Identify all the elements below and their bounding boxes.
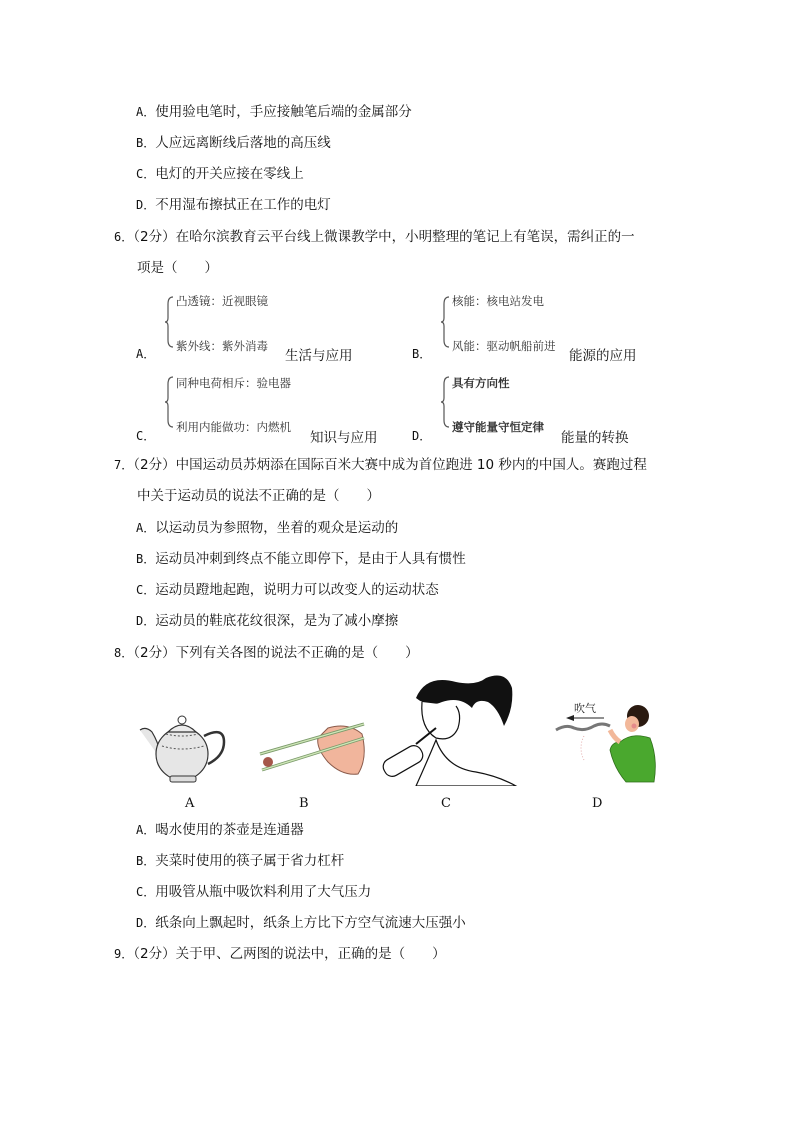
q5-option-c — [136, 166, 304, 182]
option-text: 用吸管从瓶中吸饮料利用了大气压力 — [155, 884, 372, 900]
question-stem: 关于甲、乙两图的说法中，正确的是（ ） — [175, 946, 446, 962]
option-text: 夹菜时使用的筷子属于省力杠杆 — [155, 853, 345, 869]
q5-option-d — [136, 197, 331, 213]
q7-stem-line2: 中关于运动员的说法不正确的是（ ） — [137, 488, 380, 504]
q8-option-d — [136, 915, 466, 931]
bracket-top-text: 凸透镜：近视眼镜 — [176, 294, 268, 308]
option-letter: B． — [136, 552, 156, 566]
q7-option-c — [136, 582, 439, 598]
option-letter: B． — [136, 854, 156, 868]
q8-stem — [114, 645, 419, 661]
option-text: 不用湿布擦拭正在工作的电灯 — [155, 197, 331, 213]
bracket-bottom-text: 遵守能量守恒定律 — [452, 420, 544, 434]
question-score: （2分） — [133, 457, 176, 473]
question-number: 9． — [114, 947, 134, 961]
option-letter: B． — [136, 136, 156, 150]
option-letter: A． — [136, 105, 156, 119]
teapot-icon — [138, 712, 230, 784]
question-stem: 在哈尔滨教育云平台线上微课教学中，小明整理的笔记上有笔误，需纠正的一 — [175, 229, 635, 245]
question-stem: 中国运动员苏炳添在国际百米大赛中成为首位跑进 10 秒内的中国人。赛跑过程 — [175, 457, 647, 473]
option-text: 喝水使用的茶壶是连通器 — [155, 822, 304, 838]
q6-option-d — [412, 372, 672, 444]
option-text: 运动员的鞋底花纹很深，是为了减小摩擦 — [155, 613, 399, 629]
q6-stem-line1 — [114, 229, 635, 245]
option-letter: C． — [136, 429, 156, 443]
option-letter: C． — [136, 167, 156, 181]
question-number: 7． — [114, 458, 134, 472]
figure-label-c: C — [441, 796, 451, 811]
question-stem: 下列有关各图的说法不正确的是（ ） — [175, 645, 419, 661]
boy-blowing-paper-icon — [554, 698, 664, 784]
q6-option-b — [412, 290, 672, 362]
bracket-top-text: 同种电荷相斥：验电器 — [176, 376, 291, 390]
option-text: 运动员蹬地起跑，说明力可以改变人的运动状态 — [155, 582, 439, 598]
bracket-top-text: 具有方向性 — [452, 376, 510, 390]
q7-option-d — [136, 613, 398, 629]
question-score: （2分） — [133, 946, 176, 962]
option-letter: D． — [136, 614, 156, 628]
option-letter: C． — [136, 885, 156, 899]
bracket-caption: 能源的应用 — [569, 348, 637, 364]
q5-option-b — [136, 135, 331, 151]
brace-icon — [440, 296, 450, 348]
question-score: （2分） — [133, 645, 176, 661]
question-number: 8． — [114, 646, 134, 660]
figure-label-d: D — [592, 796, 603, 811]
option-text: 电灯的开关应接在零线上 — [155, 166, 304, 182]
option-text: 使用验电笔时，手应接触笔后端的金属部分 — [155, 104, 412, 120]
option-letter: A． — [136, 521, 156, 535]
option-letter: C． — [136, 583, 156, 597]
q7-stem-line1 — [114, 457, 647, 473]
chopsticks-hand-icon — [258, 718, 370, 780]
q7-option-b — [136, 551, 466, 567]
option-letter: A． — [136, 823, 156, 837]
brace-icon — [440, 376, 450, 428]
q8-option-b — [136, 853, 344, 869]
bracket-caption: 知识与应用 — [310, 430, 378, 446]
option-text: 以运动员为参照物，坐着的观众是运动的 — [155, 520, 399, 536]
option-letter: D． — [136, 198, 156, 212]
q6-stem-line2: 项是（ ） — [137, 260, 218, 276]
brace-icon — [164, 376, 174, 428]
q6-option-a — [136, 290, 396, 362]
figure-label-b: B — [299, 796, 309, 811]
q7-option-a — [136, 520, 398, 536]
figure-d — [554, 698, 664, 784]
bracket-caption: 生活与应用 — [285, 348, 353, 364]
option-letter: A． — [136, 347, 156, 361]
bracket-bottom-text: 利用内能做功：内燃机 — [176, 420, 291, 434]
q5-option-a — [136, 104, 412, 120]
bracket-bottom-text: 紫外线：紫外消毒 — [176, 339, 268, 353]
q6-option-c — [136, 372, 396, 444]
option-text: 纸条向上飘起时，纸条上方比下方空气流速大压强小 — [155, 915, 466, 931]
option-text: 人应远离断线后落地的高压线 — [155, 135, 331, 151]
option-letter: D． — [412, 429, 432, 443]
q8-option-c — [136, 884, 371, 900]
q9-stem — [114, 946, 446, 962]
option-letter: B． — [412, 347, 432, 361]
question-score: （2分） — [133, 229, 176, 245]
bracket-top-text: 核能：核电站发电 — [452, 294, 544, 308]
q8-option-a — [136, 822, 304, 838]
question-number: 6． — [114, 230, 134, 244]
bracket-bottom-text: 风能：驱动帆船前进 — [452, 339, 556, 353]
girl-drinking-straw-icon — [376, 668, 522, 786]
option-text: 运动员冲刺到终点不能立即停下，是由于人具有惯性 — [155, 551, 466, 567]
figure-label-a: A — [185, 796, 195, 811]
brace-icon — [164, 296, 174, 348]
blow-annotation: 吹气 — [574, 702, 596, 715]
option-letter: D． — [136, 916, 156, 930]
bracket-caption: 能量的转换 — [561, 430, 629, 446]
